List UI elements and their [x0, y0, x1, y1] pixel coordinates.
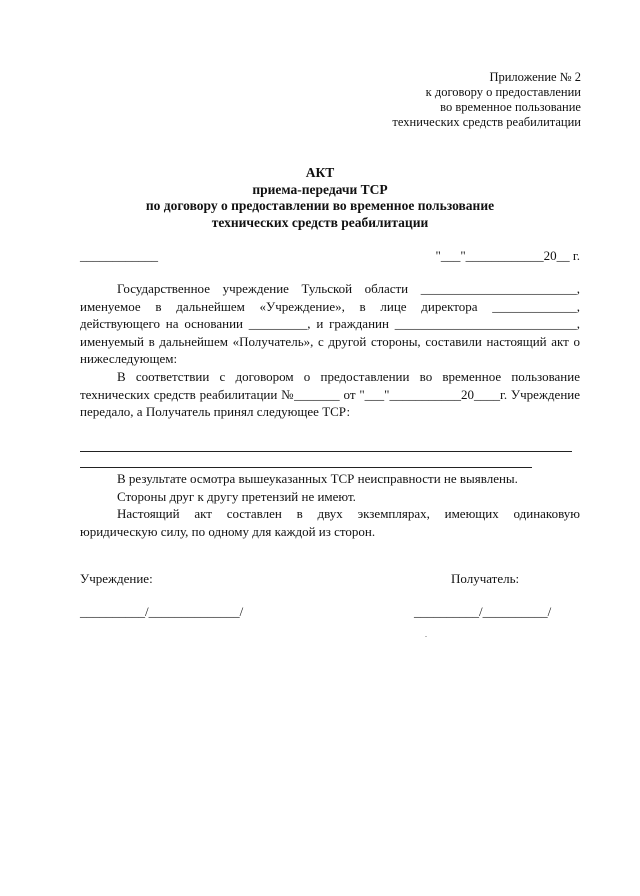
- annex-header: [301, 70, 581, 130]
- tsr-blank-line-2: [80, 467, 532, 468]
- annex-line-4: технических средств реабилитации: [392, 115, 581, 129]
- copies-paragraph: Настоящий акт составлен в двух экземплярах, имеющих одинаковую юридическую силу, по одному для каждой из сторон.: [80, 506, 580, 539]
- annex-line-2: к договору о предоставлении: [425, 85, 581, 99]
- title-line-3: по договору о предоставлении во временное пользование: [145, 198, 495, 213]
- no-claims-paragraph: Стороны друг к другу претензий не имеют.: [117, 488, 356, 504]
- act-conclusion: [80, 470, 580, 540]
- scan-speck: [425, 636, 427, 637]
- document-title: [0, 165, 640, 231]
- title-line-2: приема-передачи ТСР: [252, 181, 388, 197]
- inspection-paragraph: В результате осмотра вышеуказанных ТСР неисправности не выявлены.: [117, 471, 518, 486]
- act-body: [80, 280, 580, 421]
- transfer-paragraph: В соответствии с договором о предоставлении во временное пользование технических средств реабилитации №_______ от "___"___________20____г. Учреждение передало, а Получатель принял следующее ТСР:: [80, 368, 580, 420]
- annex-line-1: Приложение № 2: [489, 70, 581, 84]
- institution-signature-line: __________/______________/: [80, 604, 244, 619]
- place-blank: ____________: [80, 248, 158, 263]
- institution-signature-label: Учреждение:: [80, 571, 153, 586]
- tsr-blank-line-1: [80, 451, 572, 452]
- title-line-4: технических средств реабилитации: [211, 214, 429, 230]
- date-blank: "___"____________20__ г.: [435, 248, 580, 263]
- recipient-signature-label: Получатель:: [451, 571, 520, 586]
- recipient-signature-line: __________/__________/: [414, 604, 552, 619]
- annex-line-3: во временное пользование: [440, 100, 581, 114]
- title-line-1: АКТ: [305, 165, 335, 180]
- place-date-line: [80, 248, 580, 266]
- parties-paragraph: Государственное учреждение Тульской области ________________________, именуемое в дальнейшем «Учреждение», в лице директора _____________, действующего на основании _________, и гражданин ____________________________, именуемый в дальнейшем «Получатель», с другой стороны, составили настоящий акт о нижеследующем:: [80, 281, 580, 367]
